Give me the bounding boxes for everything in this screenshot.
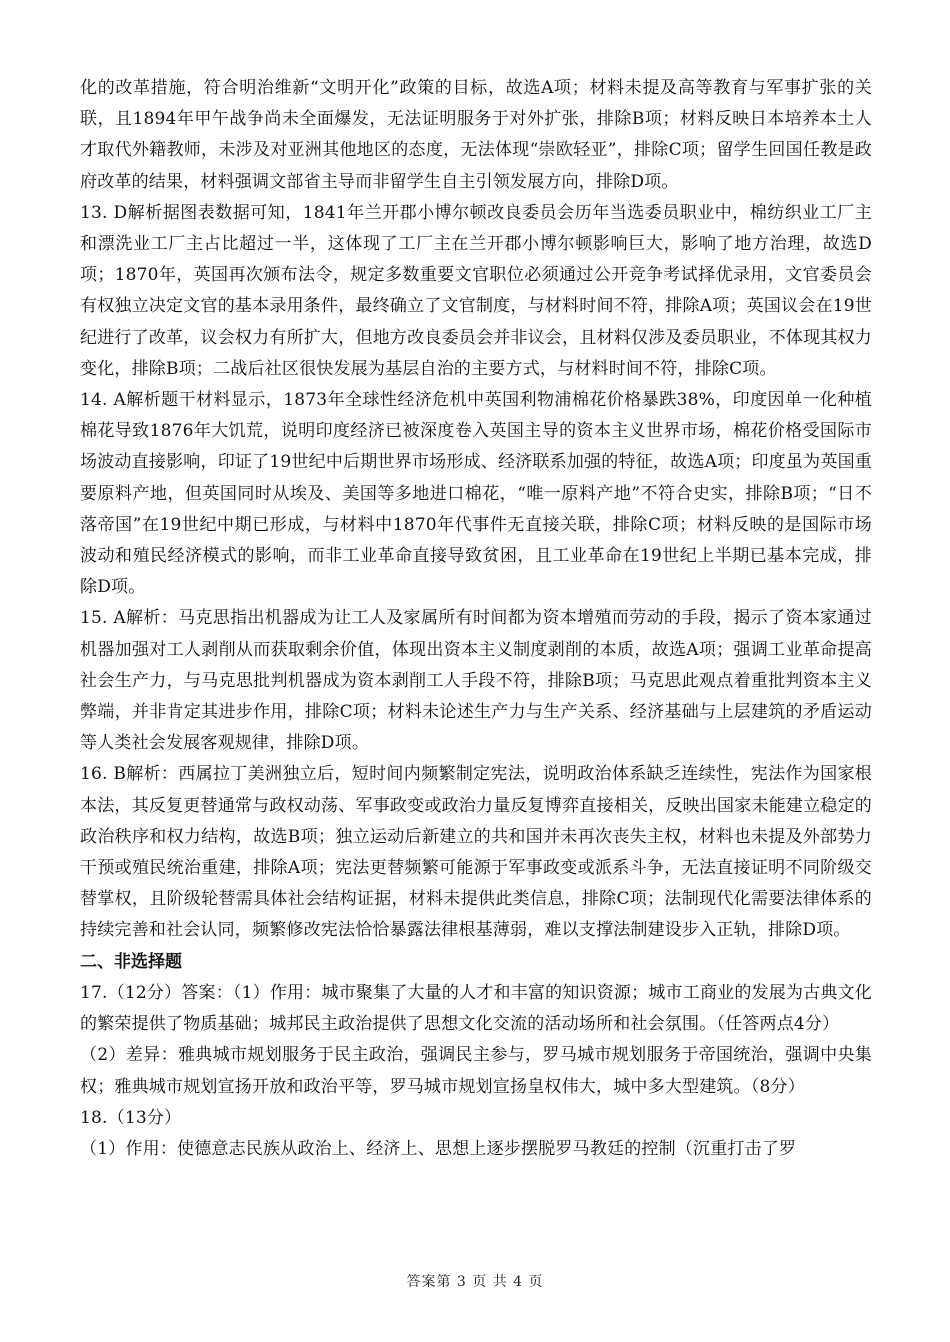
answer-18-title: 18.（13分） — [80, 1107, 182, 1128]
answer-17-part2: （2）差异：雅典城市规划服务于民主政治，强调民主参与，罗马城市规划服务于帝国统治，强调中央集权；雅典城市规划宣扬开放和政治平等，罗马城市规划宣扬皇权伟大，城中多大型建筑。（8分） — [80, 1045, 872, 1097]
intro-paragraph: 化的改革措施，符合明治维新“文明开化”政策的目标，故选A项；材料未提及高等教育与军事扩张的关联，且1894年甲午战争尚未全面爆发，无法证明服务于对外扩张，排除B项；材料反映日本培养本土人才取代外籍教师，未涉及对亚洲其他地区的态度，无法体现“崇欧轻亚”，排除C项；留学生回国任教是政府改革的结果，材料强调文部省主导而非留学生自主引领发展方向，排除D项。 — [80, 78, 872, 192]
page-footer: 答案第 3 页 共 4 页 — [406, 1274, 544, 1290]
answer-17-part1: 17.（12分）答案：（1）作用：城市聚集了大量的人才和丰富的知识资源；城市工商业的发展为古典文化的繁荣提供了物质基础；城邦民主政治提供了思想文化交流的活动场所和社会氛围。（任答两点4分） — [80, 982, 872, 1035]
section-heading-non-choice: 二、非选择题 — [80, 951, 182, 972]
answer-page-body — [80, 73, 872, 1165]
answer-13: 13. D解析据图表数据可知，1841年兰开郡小博尔顿改良委员会历年当选委员职业中，棉纺织业工厂主和漂洗业工厂主占比超过一半，这体现了工厂主在兰开郡小博尔顿影响巨大，影响了地方治理，故选D项；1870年，英国再次颁布法令，规定多数重要文官职位必须通过公开竞争考试择优录用，文官委员会有权独立决定文官的基本录用条件，最终确立了文官制度，与材料时间不符，排除A项；英国议会在19世纪进行了改革，议会权力有所扩大，但地方改良委员会并非议会，且材料仅涉及委员职业，不体现其权力变化，排除B项；二战后社区很快发展为基层自治的主要方式，与材料时间不符，排除C项。 — [80, 202, 872, 379]
answer-18-part1: （1）作用：使德意志民族从政治上、经济上、思想上逐步摆脱罗马教廷的控制（沉重打击了罗 — [80, 1138, 797, 1159]
answer-16: 16. B解析：西属拉丁美洲独立后，短时间内频繁制定宪法，说明政治体系缺乏连续性，宪法作为国家根本法，其反复更替通常与政权动荡、军事政变或政治力量反复博弈直接相关，反映出国家未能建立稳定的政治秩序和权力结构，故选B项；独立运动后新建立的共和国并未再次丧失主权，材料也未提及外部势力干预或殖民统治重建，排除A项；宪法更替频繁可能源于军事政变或派系斗争，无法直接证明不同阶级交替掌权，且阶级轮替需具体社会结构证据，材料未提供此类信息，排除C项；法制现代化需要法律体系的持续完善和社会认同，频繁修改宪法恰恰暴露法律根基薄弱，难以支撑法制建设步入正轨，排除D项。 — [80, 764, 872, 941]
answer-14: 14. A解析题干材料显示，1873年全球性经济危机中英国利物浦棉花价格暴跌38%，印度因单一化种植棉花导致1876年大饥荒，说明印度经济已被深度卷入英国主导的资本主义世界市场，棉花价格受国际市场波动直接影响，印证了19世纪中后期世界市场形成、经济联系加强的特征，故选A项；印度虽为英国重要原料产地，但英国同时从埃及、美国等多地进口棉花，“唯一原料产地”不符合史实，排除B项；“日不落帝国”在19世纪中期已形成，与材料中1870年代事件无直接关联，排除C项；材料反映的是国际市场波动和殖民经济模式的影响，而非工业革命直接导致贫困，且工业革命在19世纪上半期已基本完成，排除D项。 — [80, 390, 872, 598]
answer-15: 15. A解析：马克思指出机器成为让工人及家属所有时间都为资本增殖而劳动的手段，揭示了资本家通过机器加强对工人剥削从而获取剩余价值，体现出资本主义制度剥削的本质，故选A项；强调工业革命提高社会生产力，与马克思批判机器成为资本剥削工人手段不符，排除B项；马克思此观点着重批判资本主义弊端，并非肯定其进步作用，排除C项；材料未论述生产力与生产关系、经济基础与上层建筑的矛盾运动等人类社会发展客观规律，排除D项。 — [80, 608, 872, 754]
